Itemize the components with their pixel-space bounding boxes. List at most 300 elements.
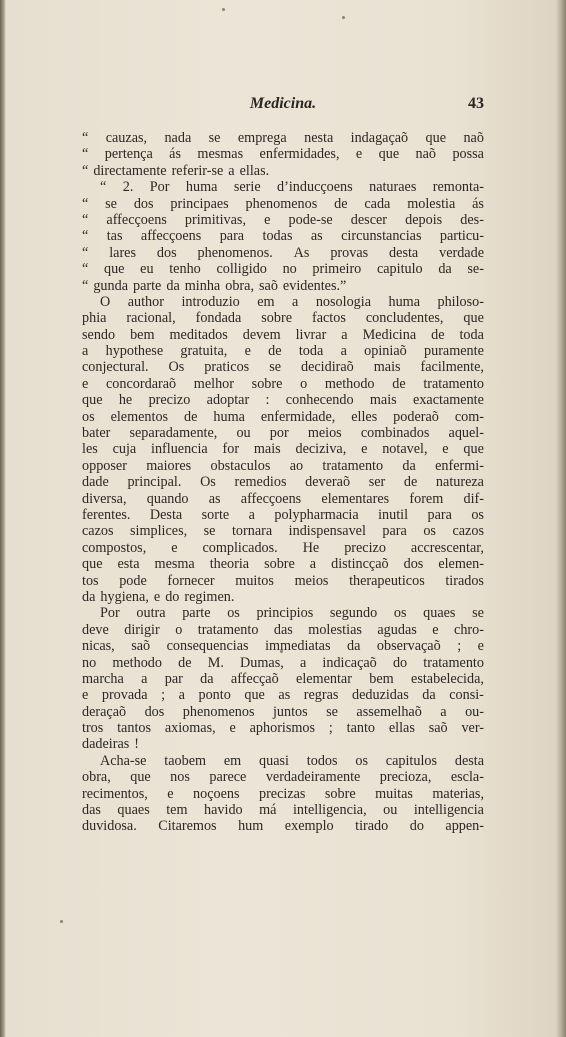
word: eu [140,261,154,278]
word: se [203,523,216,540]
word: depois [405,211,443,228]
word: pode-se [288,211,333,228]
word: dade [82,474,109,491]
word: e [244,343,251,360]
word: e [361,441,368,458]
text-line [82,212,484,228]
word: sendo [82,326,116,343]
word: bater [82,425,111,442]
word: lares [109,244,136,261]
word: praticos [204,359,250,376]
word: theoria [209,556,250,573]
text-line [82,376,484,392]
word: “ [82,261,89,278]
word: mesmas [197,146,244,163]
word: phenomenos [182,703,255,720]
word: combinados [360,425,430,442]
word: evidentes.” [282,277,347,294]
word: As [293,244,310,261]
word: gunda [93,277,128,294]
word: ; [161,687,166,704]
word: a [248,506,255,523]
word: ao [289,457,304,474]
text-line [82,261,484,277]
word: mais [369,392,397,409]
body-text [82,130,484,835]
word: o [175,621,183,638]
word: principios [256,605,314,622]
word: “ [82,162,89,179]
text-line [82,802,484,818]
text-line [82,278,484,294]
word: tratamento [197,621,259,638]
page-header [82,95,484,119]
word: de [178,654,192,671]
word: forem [409,490,444,507]
text-line [82,540,484,556]
word: mais [253,441,281,458]
word: hypothese [105,343,164,360]
word: que [378,146,400,163]
word: toda [298,343,324,360]
word: que [463,441,484,458]
word: bem [130,326,155,343]
word: tas [106,228,123,245]
word: e [167,785,174,802]
word: e [477,638,484,655]
word: se- [467,261,484,278]
word: obra, [82,769,111,786]
word: toda [459,326,484,343]
word: remonta- [432,179,484,196]
word: “ [100,179,107,196]
word: em [257,293,275,310]
word: molestia [407,195,456,212]
word: e [442,441,449,458]
word: os [423,523,436,540]
word: se [326,703,338,720]
word: cazos [82,523,114,540]
text-line [82,769,484,785]
word: pertença [104,146,153,163]
word: deraçaõ [82,703,127,720]
word: cazos [452,523,484,540]
word: dos [156,244,177,261]
word: da [82,588,96,605]
word: concordaraõ [106,375,177,392]
word: quasi [259,752,289,769]
word: verdadeiramente [265,769,361,786]
word: devem [242,326,281,343]
text-line [82,458,484,474]
text-line [82,573,484,589]
text-line [82,441,484,457]
word: se [208,130,221,146]
word: meios [307,425,342,442]
word: separadamente, [129,425,218,442]
word: “ [82,195,89,212]
word: capitulos [385,752,438,769]
word: des- [460,211,484,228]
word: os [393,605,407,622]
word: tros [82,720,104,737]
word: appen- [445,818,484,835]
word: remedios [234,474,287,491]
text-line [82,179,484,195]
word: minha [184,277,221,294]
word: puramente [424,343,484,360]
text-line [82,163,484,179]
word: e [82,375,89,392]
paper-speck [222,8,225,11]
word: todos [306,752,338,769]
word: 2. [122,179,134,196]
word: que [103,261,125,278]
word: Citaremos [158,818,217,835]
text-line [82,409,484,425]
word: “ [82,277,89,294]
word: sorte [201,506,230,523]
word: se [472,605,484,622]
text-line [82,491,484,507]
word: circunstancias [341,228,422,245]
word: regimen. [184,588,235,605]
word: da [402,457,416,474]
text-line [82,589,484,605]
word: obra, [225,277,254,294]
word: escla- [450,769,484,786]
word: tem [166,802,188,819]
word: naõ [463,130,484,146]
word: M. [207,654,224,671]
word: gratuita, [180,343,228,360]
word: diversa, [82,490,127,507]
word: dif- [463,490,484,507]
word: de [392,375,406,392]
word: tenho [169,261,201,278]
word: da [438,261,452,278]
word: deveraõ [305,474,351,491]
word: a [141,670,148,687]
word: outra [136,605,166,622]
text-line [82,687,484,703]
word: ás [169,146,181,163]
word: para [382,523,407,540]
word: juntos [272,703,308,720]
word: enfermidade, [260,408,336,425]
text-line [82,359,484,375]
word: hygiena, [100,588,149,605]
word: provada [101,687,148,704]
word: “ [82,211,89,228]
word: de [268,343,282,360]
word: opposer [82,457,127,474]
word: exemplo [284,818,334,835]
word: tornara [231,523,273,540]
word: e [82,687,89,704]
word: no [282,261,297,278]
word: regras [303,687,339,704]
word: sobre [264,556,295,573]
word: phia [82,310,107,327]
text-line [82,720,484,736]
word: “ [82,130,89,146]
word: affecçoens [140,228,202,245]
word: havido [204,802,243,819]
word: os [471,506,484,523]
word: ; [457,638,462,655]
word: noçoens [193,785,240,802]
text-line [82,736,484,752]
word: dirigir [124,621,160,638]
word: melhor [193,375,234,392]
word: Medicina [362,326,417,343]
word: de [431,326,445,343]
word: Por [149,179,170,196]
word: da [346,638,361,655]
page-number: 43 [468,95,484,112]
text-line [82,130,484,146]
word: muitos [235,572,274,589]
word: recimentos, [82,785,148,802]
word: que [82,556,103,573]
word: dos [133,195,154,212]
word: he [118,392,133,409]
word: mesma [154,556,195,573]
word: em [223,752,242,769]
word: primeiro [312,261,362,278]
word: que [130,769,151,786]
word: “ [82,244,89,261]
word: He [302,539,320,556]
word: a [440,703,447,720]
word: saõ [428,720,448,737]
word: precizo [148,392,191,409]
word: precizas [258,785,306,802]
text-line [82,310,484,326]
word: no [82,654,97,671]
text-line [82,818,484,834]
text-line [82,245,484,261]
word: se [269,359,282,376]
text-line [82,605,484,621]
word: nesta [304,130,334,146]
word: fornecer [167,572,215,589]
word: esta [117,556,140,573]
word: e [153,588,161,605]
word: notavel, [382,441,428,458]
word: ponto [198,687,231,704]
word: serie [233,179,261,196]
word: assemelhaõ [356,703,422,720]
word: estabelecida, [411,670,484,687]
word: precizo [344,539,386,556]
paper-speck [60,920,63,923]
word: ser [368,474,386,491]
word: dos [403,556,424,573]
word: immediatas [265,638,331,655]
text-line [82,343,484,359]
word: os [227,605,240,622]
word: parte [133,277,162,294]
word: elementar [296,670,352,687]
word: molestias [308,621,362,638]
text-line [82,753,484,769]
word: d’inducçoens [277,179,353,196]
word: introduzio [181,293,240,310]
word: saõ [131,638,151,655]
word: da [166,277,180,294]
word: principaes [170,195,229,212]
word: enfermidades, [259,146,340,163]
word: segundo [329,605,378,622]
word: elementos [110,408,169,425]
text-line [82,671,484,687]
word: que [463,310,484,327]
word: intelligencia [413,802,484,819]
paper-speck [342,16,345,19]
word: Os [200,474,216,491]
text-line [82,474,484,490]
text-line [82,294,484,310]
word: Dumas, [240,654,284,671]
word: consequencias [166,638,249,655]
word: desta [389,244,419,261]
word: do [392,654,408,671]
word: distincçaõ [331,556,389,573]
word: tratamento [423,654,484,671]
word: tanto [346,720,376,737]
text-line [82,655,484,671]
word: a [292,293,299,310]
word: opiniaõ [364,343,407,360]
word: naturaes [369,179,417,196]
word: materias, [432,785,484,802]
word: obstaculos [210,457,271,474]
word: possa [452,146,484,163]
word: do [409,818,424,835]
word: a [309,556,317,573]
page-left-edge-shadow [0,0,6,1037]
word: nosologia [315,293,371,310]
word: polypharmacia [274,506,359,523]
word: tos [82,572,99,589]
word: ás [472,195,484,212]
word: elles [351,408,378,425]
word: phenomenos [245,195,318,212]
word: as [208,490,221,507]
word: methodo [112,654,162,671]
text-line [82,196,484,212]
word: ; [328,720,333,737]
word: sobre [324,785,356,802]
word: elementares [321,490,390,507]
word: hum [238,818,264,835]
word: saõ [259,277,278,294]
word: muitas [375,785,413,802]
word: naõ [415,146,437,163]
text-line [82,425,484,441]
word: tirado [355,818,389,835]
word: aquel- [448,425,484,442]
word: deduzidas [351,687,409,704]
word: author [127,293,164,310]
word: agudas [377,621,417,638]
word: as [278,687,291,704]
word: poderaõ [393,408,439,425]
word: tantos [117,720,151,737]
word: colligido [216,261,267,278]
text-line [82,786,484,802]
word: de [403,474,418,491]
word: indagaçaõ [350,130,409,146]
word: directamente [93,162,167,179]
word: enfermi- [435,457,484,474]
word: má [259,802,277,819]
word: taobem [164,752,207,769]
word: verdade [439,244,484,261]
word: affecçoens [240,490,302,507]
word: se [105,195,117,212]
text-line [82,327,484,343]
word: com- [454,408,484,425]
word: tirados [445,572,484,589]
word: parte [182,605,211,622]
word: adoptar [206,392,250,409]
word: a [341,326,348,343]
word: methodo [324,375,375,392]
word: os [355,752,368,769]
word: quaes [117,802,150,819]
word: ferentes. [82,506,131,523]
word: a [340,343,347,360]
word: fondada [195,310,242,327]
word: parece [209,769,247,786]
word: capitulo [376,261,423,278]
word: axiomas, [164,720,216,737]
word: ellas [388,720,415,737]
word: factos [311,310,346,327]
word: referir-se [171,162,224,179]
word: e [264,211,271,228]
word: nos [170,769,190,786]
word: conhecendo [285,392,354,409]
word: bem [369,670,394,687]
word: consi- [449,687,484,704]
word: primitivas, [184,211,247,228]
word: chro- [454,621,484,638]
word: que [244,687,265,704]
word: e [229,720,236,737]
word: ellas. [239,162,270,179]
word: de [334,195,348,212]
text-line [82,523,484,539]
word: todas [262,228,293,245]
word: nada [164,130,192,146]
word: e [432,621,439,638]
word: accrescentar, [410,539,484,556]
word: philoso- [437,293,484,310]
word: de [184,408,198,425]
word: : [265,392,270,409]
word: natureza [435,474,484,491]
word: observaçaõ [376,638,441,655]
word: conjectural. [82,359,149,376]
word: decidiraõ [300,359,354,376]
word: Acha-se [100,752,147,769]
word: Os [168,359,185,376]
word: por [269,425,289,442]
